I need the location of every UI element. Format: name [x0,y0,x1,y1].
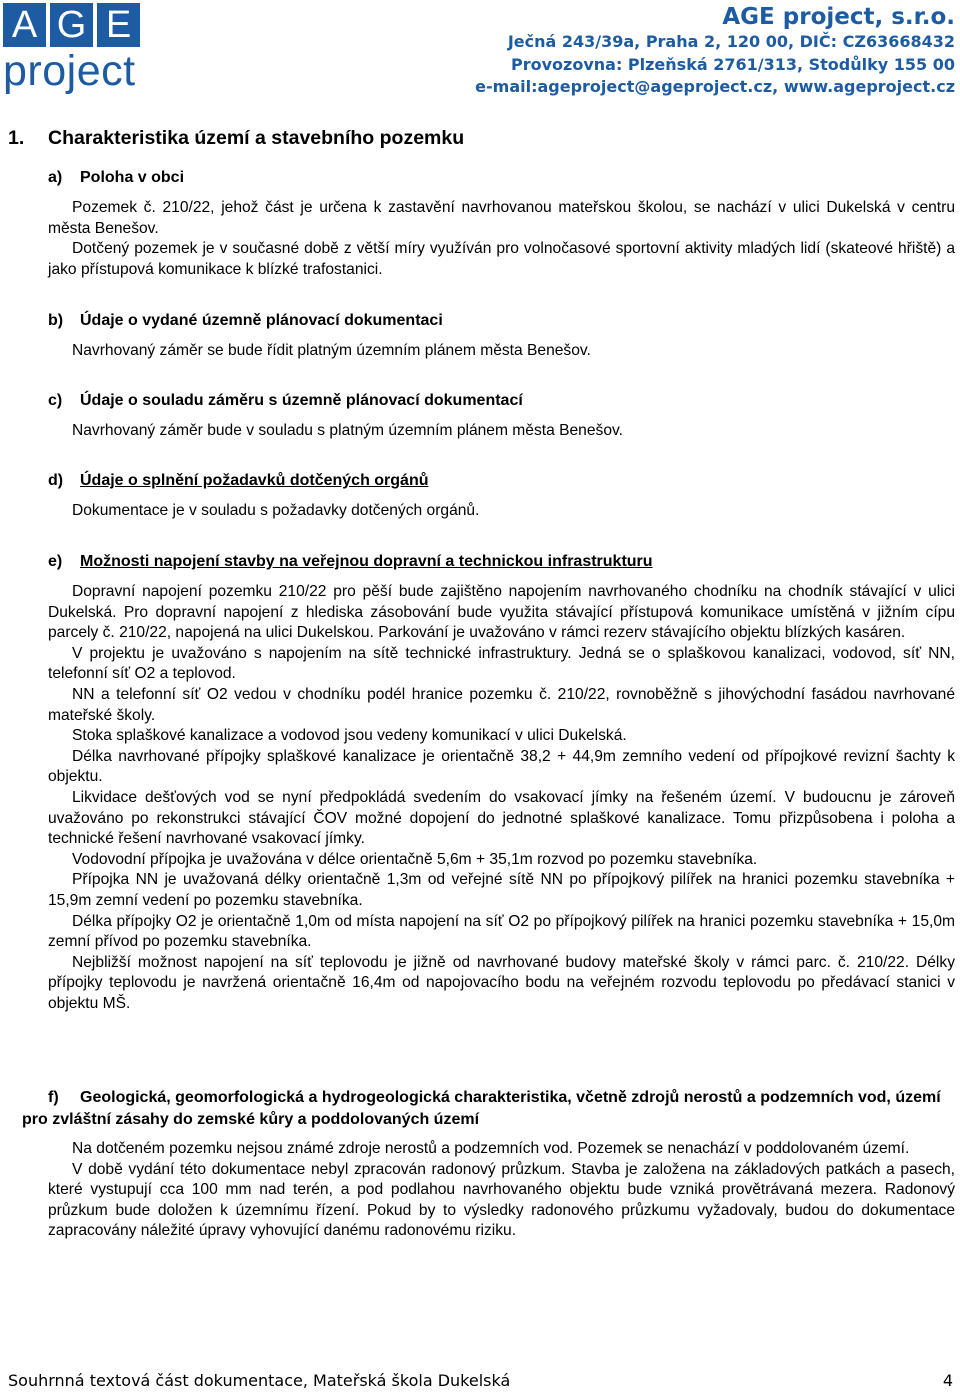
company-branch: Provozovna: Plzeňská 2761/313, Stodůlky 155 00 [510,54,955,74]
heading-c-letter: c) [48,392,63,409]
footer-document-title: Souhrnná textová část dokumentace, Mateřská škola Dukelská [8,1371,511,1390]
company-address: Ječná 243/39a, Praha 2, 120 00, DIČ: CZ63668432 [507,32,955,51]
paragraph: Nejbližší možnost napojení na síť teplovodu je jižně od navrhované budovy mateřské školy v rámci parc. č. 210/22. Délky přípojky teplovodu je navržená orientačně 16,4m od napojovacího bodu na veřejném rozvodu teplovodu po předávací stanici v objektu MŠ. [48,953,955,1012]
heading-f-letter: f) [48,1089,59,1106]
logo-tiles [3,3,145,47]
section-b-text [48,341,955,362]
company-logo [3,3,145,93]
paragraph: Dopravní napojení pozemku 210/22 pro pěší bude zajištěno napojením navrhovaného chodníku na chodník stávající v ulici Dukelská. Pro dopravní napojení z hlediska zásobování bude využita stávající přístupová komunikace umístěná v jižním cípu parcely č. 210/22, napojená na ulici Dukelskou. Parkování je uvažováno v rámci rezerv stávajícího objektu blízkých kasáren. [48,583,955,642]
heading-f-title: Geologická, geomorfologická a hydrogeologická charakteristika, včetně zdrojů nerostů a podzemních vod, území pro zvláštní zásahy do zemské kůry a poddolovaných území [22,1089,941,1128]
logo-word: project [3,47,136,95]
section-f-text [48,1139,955,1242]
paragraph: NN a telefonní síť O2 vedou v chodníku podél hranice pozemku č. 210/22, rovnoběžně s jihovýchodní fasádou navrhované mateřské školy. [48,685,955,724]
heading-b-title: Údaje o vydané územně plánovací dokumentaci [80,312,443,329]
logo-tile-e: E [97,3,140,47]
heading-a-letter: a) [48,169,63,186]
section-a-text [48,198,955,280]
paragraph: Přípojka NN je uvažovaná délky orientačně 1,3m od veřejné sítě NN po přípojkový pilířek na hranici pozemku stavebníka + 15,9m zemní vedení po pozemku stavebníka. [48,871,955,909]
section-c-text [48,421,955,442]
heading-a-title: Poloha v obci [80,169,185,186]
heading-f [22,1087,955,1130]
heading-b [48,312,443,330]
paragraph: V době vydání této dokumentace nebyl zpracován radonový průzkum. Stavba je založena na základových patkách a pasech, které vystupují cca 100 mm nad terén, a pod podlahou navrhovaného objektu bude vzniká provětrávaná mezera. Radonový průzkum bude doložen k územnímu řízení. Pokud by to výsledky radonového průzkumu vyžadovaly, budou do dokumentace zapracovány náležité úpravy vyhovující danému radonovému riziku. [48,1160,955,1240]
paragraph: Stoka splaškové kanalizace a vodovod jsou vedeny komunikací v ulici Dukelská. [72,727,627,745]
heading-d-letter: d) [48,472,64,489]
heading-a [48,169,184,187]
paragraph: Pozemek č. 210/22, jehož část je určena k zastavění navrhovanou mateřskou školou, se nachází v ulici Dukelská v centru města Benešov. [48,199,955,237]
heading-e-title: Možnosti napojení stavby na veřejnou dopravní a technickou infrastrukturu [80,553,653,570]
section-heading [8,127,464,150]
paragraph: Vodovodní přípojka je uvažována v délce orientačně 5,6m + 35,1m rozvod po pozemku stavebníka. [72,850,758,868]
section-number: 1. [8,127,25,149]
heading-b-letter: b) [48,312,64,329]
paragraph: Dokumentace je v souladu s požadavky dotčených orgánů. [72,502,480,519]
company-contact: e-mail:ageproject@ageproject.cz, www.ageproject.cz [475,77,955,96]
heading-c-title: Údaje o souladu záměru s územně plánovací dokumentací [80,392,523,409]
heading-c [48,392,523,410]
paragraph: V projektu je uvažováno s napojením na sítě technické infrastruktury. Jedná se o splaškovou kanalizaci, vodovod, síť NN, telefonní síť O2 a teplovod. [48,644,955,683]
logo-tile-g: G [50,3,93,47]
page-footer [8,1371,953,1390]
heading-e [48,553,653,571]
paragraph: Délka navrhované přípojky splaškové kanalizace je orientačně 38,2 + 44,9m zemního vedení od přípojkové revizní šachty k objektu. [48,747,955,786]
company-info [475,4,955,99]
footer-page-number: 4 [942,1371,953,1390]
section-e-text [48,582,955,1014]
paragraph: Dotčený pozemek je v současné době z větší míry využíván pro volnočasové sportovní aktivity mladých lidí (skateové hřiště) a jako přístupová komunikace k blízké trafostanici. [48,240,955,278]
heading-d [48,472,429,490]
company-name: AGE project, s.r.o. [722,4,955,30]
heading-d-title: Údaje o splnění požadavků dotčených orgánů [80,472,429,489]
paragraph: Na dotčeném pozemku nejsou známé zdroje nerostů a podzemních vod. Pozemek se nenachází v poddolovaném území. [72,1140,910,1157]
paragraph: Likvidace dešťových vod se nyní předpokládá svedením do vsakovací jímky na řešeném území. V budoucnu je zároveň uvažováno po rekonstrukci stávající ČOV možné dopojení do jednotné splaškové kanalizace. Tomu přizpůsobena i poloha a technické řešení navrhované vsakovací jímky. [48,788,955,848]
section-d-text [48,501,955,522]
logo-tile-a: A [3,3,46,47]
heading-e-letter: e) [48,553,63,570]
paragraph: Navrhovaný záměr se bude řídit platným územním plánem města Benešov. [72,342,591,359]
section-title: Charakteristika území a stavebního pozemku [48,127,465,149]
paragraph: Délka přípojky O2 je orientačně 1,0m od místa napojení na síť O2 po přípojkový pilířek na hranici pozemku stavebníka + 15,0m zemní přívod po pozemku stavebníka. [48,912,955,951]
paragraph: Navrhovaný záměr bude v souladu s platným územním plánem města Benešov. [72,422,623,439]
